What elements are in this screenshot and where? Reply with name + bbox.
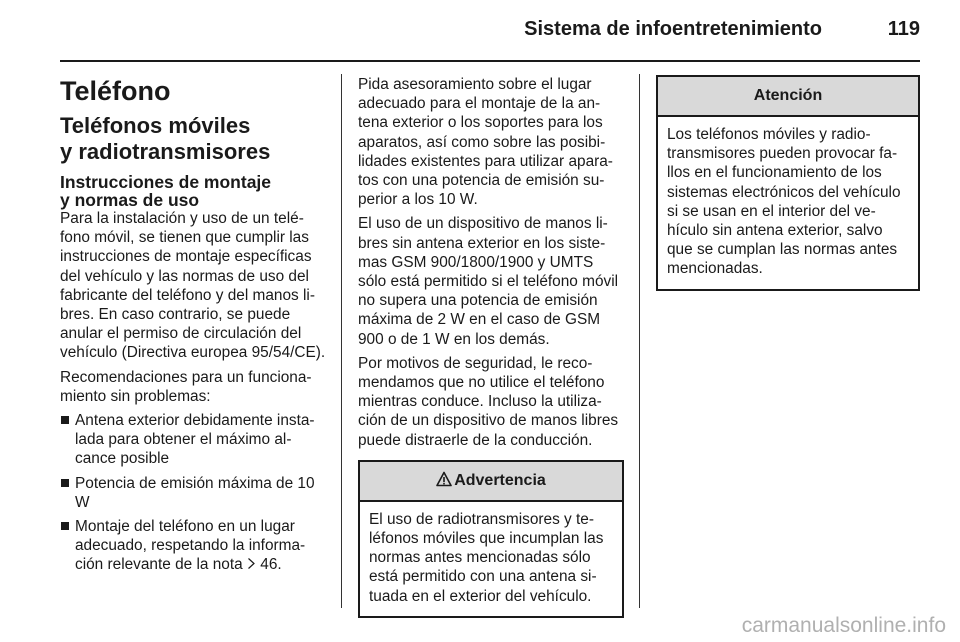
- page-number: 119: [887, 18, 920, 40]
- column-middle: [358, 75, 624, 618]
- bullet-icon: [61, 479, 69, 487]
- attention-box: [656, 75, 920, 291]
- bullet-icon: [61, 416, 69, 424]
- subsection-title: Teléfonos móviles y radiotransmisores: [60, 113, 271, 164]
- page-header: [60, 0, 920, 62]
- column-divider: [341, 74, 342, 608]
- paragraph: Para la instalación y uso de un telé-fono móvil, se tienen que cumplir las instrucciones de montaje específicas del vehículo y las normas de uso del fabricante del teléfono y del manos li-bres. En caso contrario, se puede anular el permiso de circulación del vehículo (Directiva europea 95/54/CE).: [60, 210, 326, 362]
- bullet-icon: [61, 522, 69, 530]
- warning-triangle-icon: [436, 464, 452, 502]
- recommendation-list: [60, 411, 326, 576]
- list-item: Potencia de emisión máxima de 10 W: [60, 474, 326, 512]
- list-item: Montaje del teléfono en un lugar adecuado, respetando la informa-ción relevante de la nota 46.: [60, 517, 326, 576]
- attention-body: Los teléfonos móviles y radio-transmisores pueden provocar fa-llos en el funcionamiento de los sistemas electrónicos del vehículo si se usan en el interior del ve-hículo sin antena exterior, salvo que se cumplan las normas antes mencionadas.: [667, 126, 901, 278]
- column-right: [656, 75, 920, 291]
- column-left: [60, 75, 326, 581]
- header-title: Sistema de infoentretenimiento: [524, 18, 822, 40]
- section-heading: Instrucciones de montaje y normas de uso: [60, 172, 272, 210]
- page-reference-icon: [247, 556, 256, 575]
- column-divider: [639, 74, 640, 608]
- list-item: Antena exterior debidamente insta-lada para obtener el máximo al-cance posible: [60, 411, 326, 469]
- warning-box: [358, 460, 624, 618]
- watermark: carmanualsonline.info: [741, 614, 946, 637]
- page-reference[interactable]: 46.: [260, 556, 282, 574]
- paragraph: El uso de un dispositivo de manos li-bres sin antena exterior en los siste-mas GSM 900/1800/1900 y UMTS sólo está permitido si el teléfono móvil no supera una potencia de emisión máxima de 2 W en el caso de GSM 900 o de 1 W en los demás.: [358, 215, 619, 348]
- paragraph: Por motivos de seguridad, le reco-mendamos que no utilice el teléfono mientras conduce. Incluso la utiliza-ción de un dispositivo de manos libres puede distraerle de la conducción.: [358, 354, 619, 449]
- paragraph: Pida asesoramiento sobre el lugar adecuado para el montaje de la an-tena exterior o los soportes para los aparatos, así como sobre las posibi-lidades existentes para utilizar apara-tos con una potencia de emisión su-perior a los 10 W.: [358, 76, 613, 209]
- warning-body: El uso de radiotransmisores y te-léfonos móviles que incumplan las normas antes mencionadas sólo está permitido con una antena si-tuada en el exterior del vehículo.: [369, 510, 604, 605]
- section-title: Teléfono: [60, 76, 171, 106]
- warning-box-header: [360, 462, 622, 502]
- warning-title: Advertencia: [454, 471, 546, 489]
- attention-box-header: Atención: [658, 77, 918, 117]
- paragraph: Recomendaciones para un funciona-miento sin problemas:: [60, 368, 312, 405]
